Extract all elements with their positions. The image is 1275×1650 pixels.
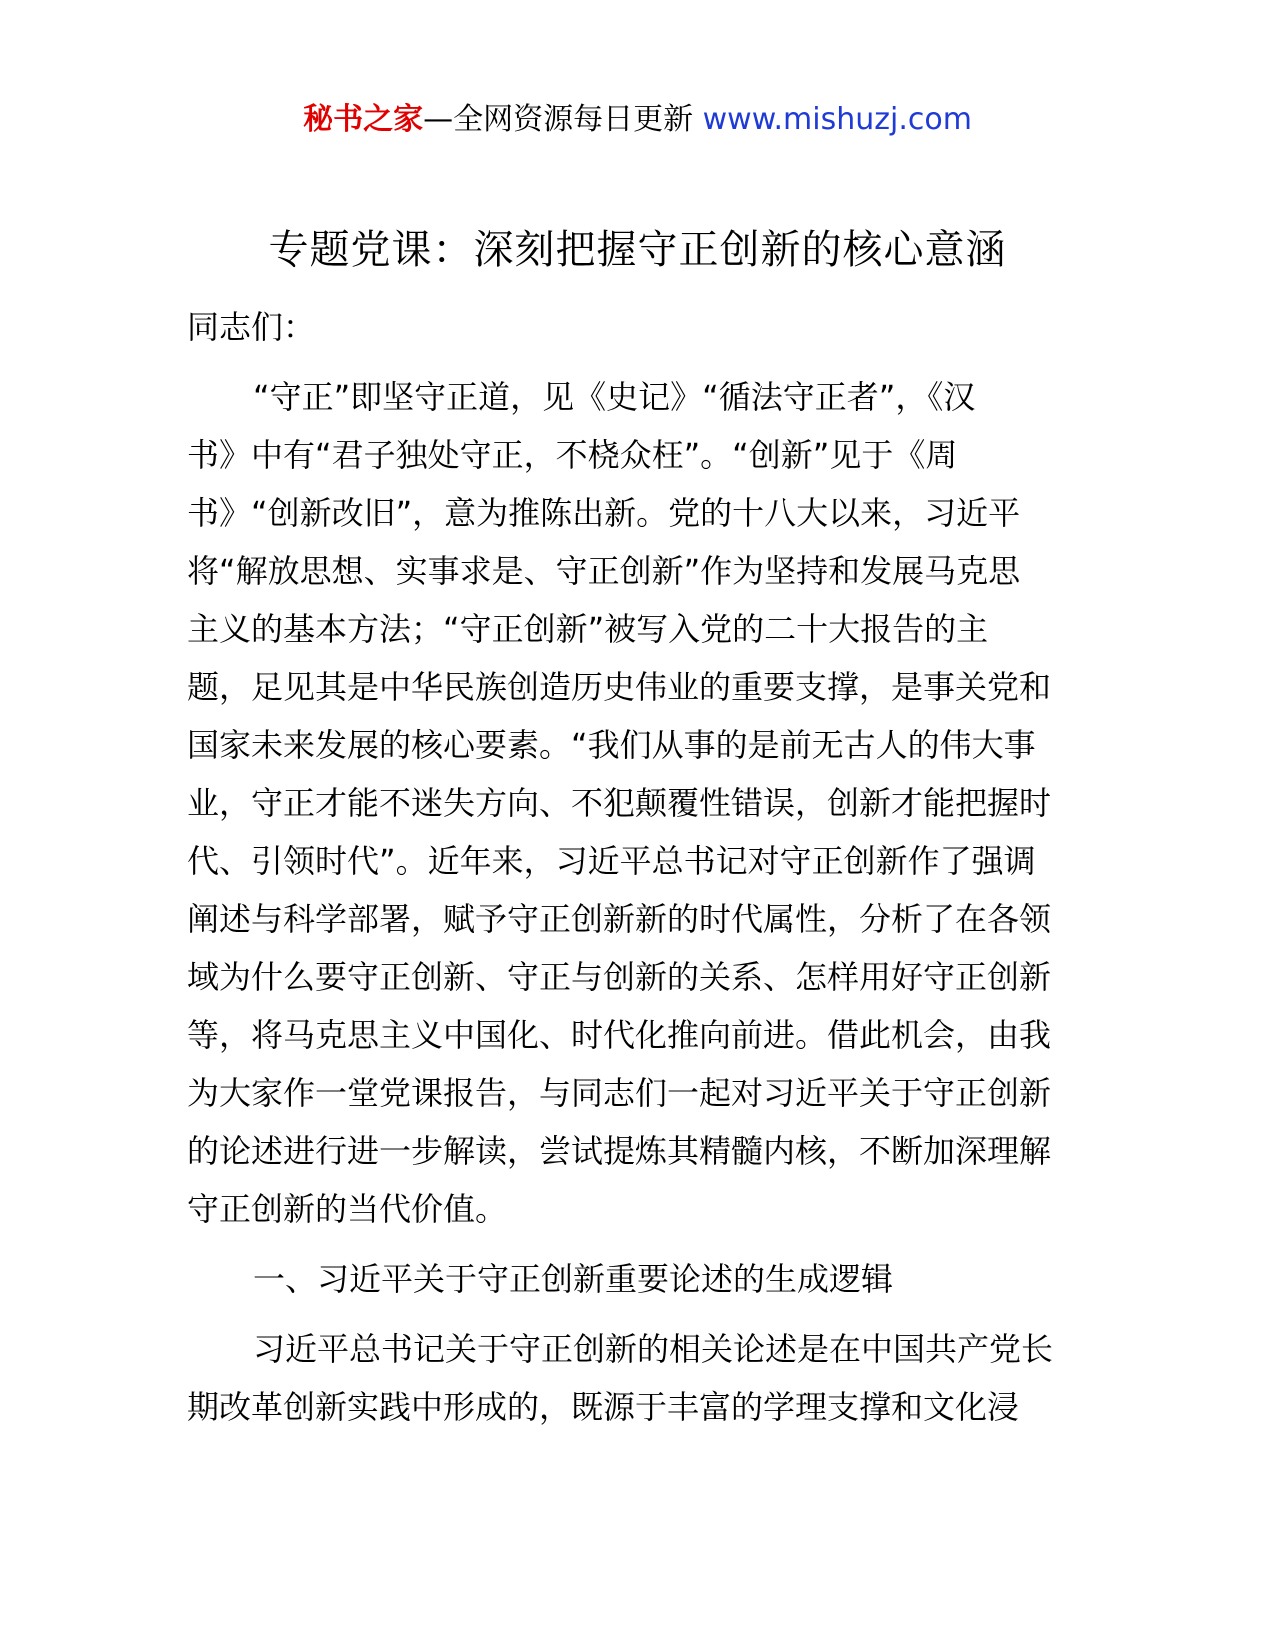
paragraph-line: 阐述与科学部署，赋予守正创新新的时代属性，分析了在各领 — [187, 900, 1052, 938]
paragraph-line: 为大家作一堂党课报告，与同志们一起对习近平关于守正创新 — [187, 1074, 1052, 1112]
header-tagline: 全网资源每日更新 — [453, 102, 703, 137]
paragraph-line: 等，将马克思主义中国化、时代化推向前进。借此机会，由我 — [187, 1016, 1052, 1054]
paragraph-line: 的论述进行进一步解读，尝试提炼其精髓内核，不断加深理解 — [187, 1132, 1052, 1170]
site-header — [0, 98, 1275, 142]
paragraph-line: 书》中有“君子独处守正，不桡众枉”。“创新”见于《周 — [187, 436, 958, 474]
paragraph-line: 书》“创新改旧”，意为推陈出新。党的十八大以来，习近平 — [187, 494, 1021, 532]
paragraph-line: 习近平总书记关于守正创新的相关论述是在中国共产党长 — [253, 1330, 1054, 1368]
salutation: 同志们： — [187, 308, 316, 346]
paragraph-line: 国家未来发展的核心要素。“我们从事的是前无古人的伟大事 — [187, 726, 1036, 764]
paragraph-line: 期改革创新实践中形成的，既源于丰富的学理支撑和文化浸 — [187, 1388, 1020, 1426]
section-heading: 一、习近平关于守正创新重要论述的生成逻辑 — [253, 1260, 894, 1298]
paragraph-line: “守正”即坚守正道，见《史记》“循法守正者”，《汉 — [253, 378, 976, 416]
paragraph-line: 业，守正才能不迷失方向、不犯颠覆性错误，创新才能把握时 — [187, 784, 1052, 822]
document-body — [187, 298, 1092, 1436]
paragraph-line: 题，足见其是中华民族创造历史伟业的重要支撑，是事关党和 — [187, 668, 1052, 706]
header-separator: — — [423, 102, 454, 137]
paragraph-section-one — [187, 1320, 1092, 1436]
paragraph-line: 代、引领时代”。近年来，习近平总书记对守正创新作了强调 — [187, 842, 1036, 880]
site-brand: 秘书之家 — [303, 102, 424, 137]
paragraph-intro — [187, 368, 1092, 1238]
site-url-link[interactable]: www.mishuzj.com — [702, 102, 972, 137]
paragraph-line: 将“解放思想、实事求是、守正创新”作为坚持和发展马克思 — [187, 552, 1021, 590]
paragraph-line: 主义的基本方法；“守正创新”被写入党的二十大报告的主 — [187, 610, 989, 648]
document-title: 专题党课：深刻把握守正创新的核心意涵 — [268, 227, 1007, 273]
paragraph-line: 域为什么要守正创新、守正与创新的关系、怎样用好守正创新 — [187, 958, 1052, 996]
paragraph-line: 守正创新的当代价值。 — [187, 1190, 508, 1228]
